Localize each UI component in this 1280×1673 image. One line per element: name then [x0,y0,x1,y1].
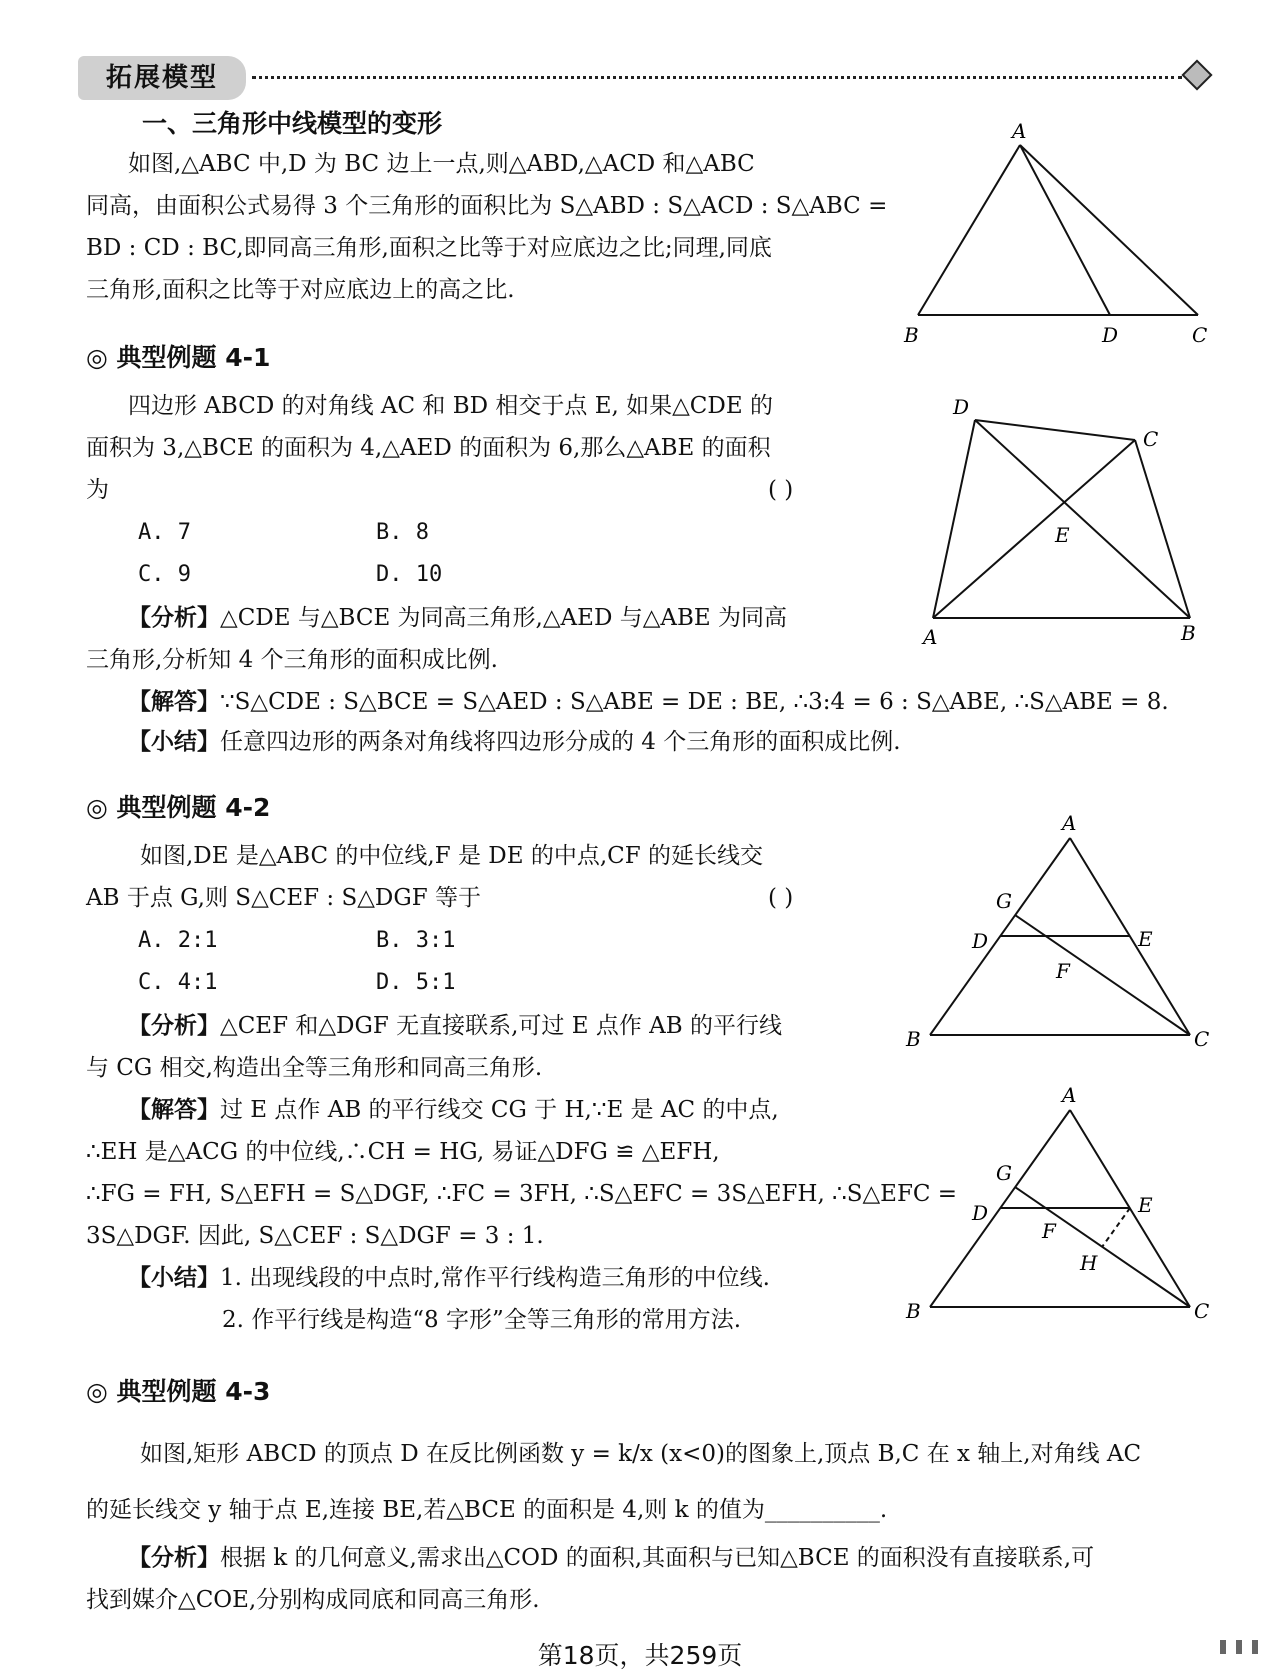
section-line: 同高，由面积公式易得 3 个三角形的面积比为 S△ABD : S△ACD : S△ABC = [86,193,888,219]
section-line: BD : CD : BC,即同高三角形,面积之比等于对应底边之比;同理,同底 [86,235,772,261]
option-c: C. 4:1 [138,970,218,995]
analysis-line: 找到媒介△COE,分别构成同底和同高三角形. [86,1587,540,1613]
answer: 【解答】∵S△CDE : S△BCE = S△AED : S△ABE = DE : BE, ∴3:4 = 6 : S△ABE, ∴S△ABE = 8. [128,689,1169,715]
section-tag: 拓展模型 [78,56,246,100]
label-H: H [1080,1251,1098,1275]
question-line: 的延长线交 y 轴于点 E,连接 BE,若△BCE 的面积是 4,则 k 的值为__________. [86,1497,888,1523]
answer: 【解答】过 E 点作 AB 的平行线交 CG 于 H,∵E 是 AC 的中点, [128,1097,779,1123]
example-title: ◎ 典型例题 4-2 [86,793,271,822]
analysis-line: 与 CG 相交,构造出全等三角形和同高三角形. [86,1055,543,1081]
label-C: C [1192,323,1208,347]
answer-line: 3S△DGF. 因此, S△CEF : S△DGF = 3 : 1. [86,1223,544,1249]
question-line: 如图,DE 是△ABC 的中位线,F 是 DE 的中点,CF 的延长线交 [140,843,763,869]
figure-triangle-abc [880,120,1220,350]
label-B: B [904,323,919,347]
label-E: E [1055,523,1070,547]
label-B: B [906,1027,921,1051]
question-line: 面积为 3,△BCE 的面积为 4,△AED 的面积为 6,那么△ABE 的面积 [86,435,771,461]
label-D: D [953,395,970,419]
section-title: 一、三角形中线模型的变形 [142,109,443,138]
label-F: F [1056,959,1070,983]
dotted-divider [252,76,1182,79]
label-D: D [972,1201,989,1225]
option-b: B. 8 [376,520,429,545]
question-line: 四边形 ABCD 的对角线 AC 和 BD 相交于点 E, 如果△CDE 的 [128,393,773,419]
label-B: B [1181,621,1196,645]
figure-quadrilateral [915,395,1205,650]
label-C: C [1143,427,1159,451]
analysis: 【分析】△CDE 与△BCE 为同高三角形,△AED 与△ABE 为同高 [128,605,787,631]
diamond-icon [1181,59,1212,90]
answer-line: ∴EH 是△ACG 的中位线,∴CH = HG, 易证△DFG ≌ △EFH, [86,1139,720,1165]
label-F: F [1042,1219,1056,1243]
question-line: 为 [86,477,109,503]
analysis: 【分析】根据 k 的几何意义,需求出△COD 的面积,其面积与已知△BCE 的面积没有直接联系,可 [128,1545,1095,1571]
analysis-line: 三角形,分析知 4 个三角形的面积成比例. [86,647,498,673]
label-A: A [1062,1083,1077,1107]
answer-line: ∴FG = FH, S△EFH = S△DGF, ∴FC = 3FH, ∴S△EFC = 3S△EFH, ∴S△EFC = [86,1181,958,1207]
label-C: C [1194,1027,1210,1051]
example-title: ◎ 典型例题 4-3 [86,1377,271,1406]
option-d: D. 5:1 [376,970,456,995]
option-d: D. 10 [376,562,443,587]
answer-paren: ( ) [768,885,794,911]
label-B: B [906,1299,921,1323]
figure-midline-1 [900,810,1210,1051]
label-C: C [1194,1299,1210,1323]
label-A: A [923,625,938,649]
analysis: 【分析】△CEF 和△DGF 无直接联系,可过 E 点作 AB 的平行线 [128,1013,782,1039]
label-D: D [1102,323,1119,347]
label-A: A [1062,811,1077,835]
summary-line: 2. 作平行线是构造“8 字形”全等三角形的常用方法. [222,1307,742,1333]
section-line: 如图,△ABC 中,D 为 BC 边上一点,则△ABD,△ACD 和△ABC [128,151,755,177]
example-title: ◎ 典型例题 4-1 [86,343,271,372]
label-E: E [1138,927,1153,951]
answer-paren: ( ) [768,477,794,503]
option-c: C. 9 [138,562,191,587]
label-G: G [996,889,1012,913]
page-indicator: 第18页，共259页 [537,1641,743,1670]
question-line: 如图,矩形 ABCD 的顶点 D 在反比例函数 y = k/x (x<0)的图象上,顶点 B,C 在 x 轴上,对角线 AC [140,1441,1142,1467]
label-D: D [972,929,989,953]
option-b: B. 3:1 [376,928,456,953]
summary: 【小结】1. 出现线段的中点时,常作平行线构造三角形的中位线. [128,1265,770,1291]
label-G: G [996,1161,1012,1185]
scroll-indicator-icon [1220,1638,1270,1656]
label-E: E [1138,1193,1153,1217]
question-line: AB 于点 G,则 S△CEF : S△DGF 等于 [86,885,481,911]
section-line: 三角形,面积之比等于对应底边上的高之比. [86,277,515,303]
summary: 【小结】任意四边形的两条对角线将四边形分成的 4 个三角形的面积成比例. [128,729,901,755]
figure-midline-2 [900,1082,1210,1323]
option-a: A. 2:1 [138,928,218,953]
option-a: A. 7 [138,520,191,545]
label-A: A [1012,119,1027,143]
